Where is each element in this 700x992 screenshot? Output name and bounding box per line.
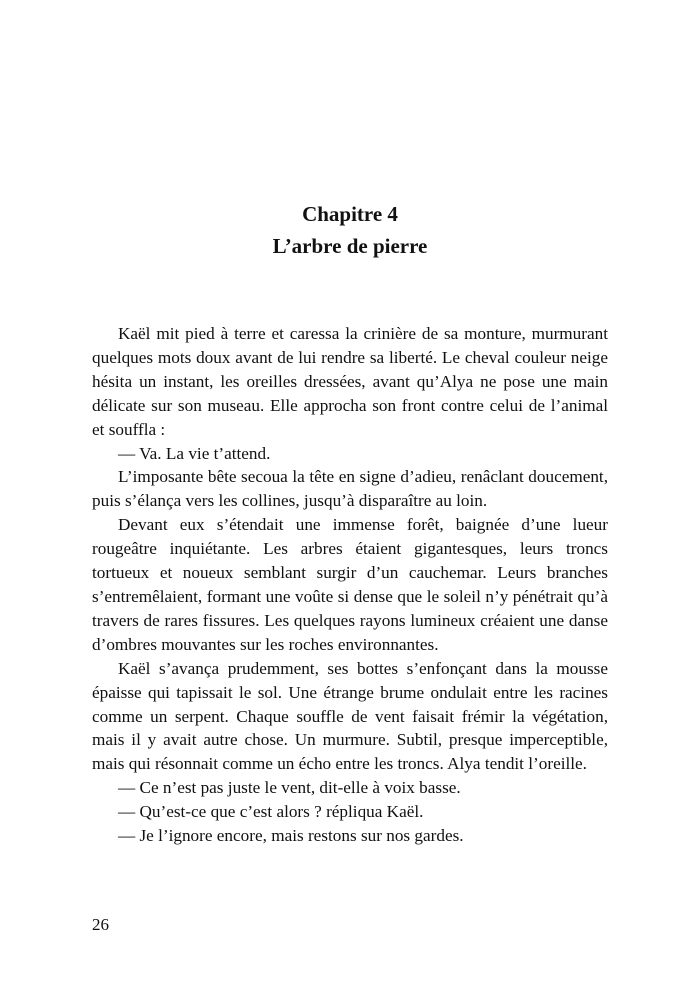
dialogue-line: — Ce n’est pas juste le vent, dit-elle à voix basse. [118,778,461,798]
paragraph: Devant eux s’étendait une immense forêt, baignée d’une lueur rougeâtre inquiétante. Les arbres étaient gigantesques, leurs troncs tortueux et noueux semblant surgir d’un cauchemar. Leurs branches s’entremêlaient, formant une voûte si dense que le soleil n’y pénétrait qu’à travers de rares fissures. Les quelques rayons lumineux créaient une danse d’ombres mouvantes sur les roches environnantes. [92,515,608,654]
dialogue-line: — Qu’est-ce que c’est alors ? répliqua Kaël. [118,802,424,822]
chapter-number: Chapitre 4 [302,202,398,226]
chapter-heading [0,198,700,262]
dialogue-line: — Va. La vie t’attend. [118,443,271,463]
paragraph: L’imposante bête secoua la tête en signe d’adieu, renâclant doucement, puis s’élança vers les collines, jusqu’à disparaître au loin. [92,467,608,511]
page-number: 26 [92,915,109,934]
paragraph: Kaël s’avança prudemment, ses bottes s’enfonçant dans la mousse épaisse qui tapissait le sol. Une étrange brume ondulait entre les racines comme un serpent. Chaque souffle de vent faisait frémir la végétation, mais il y avait autre chose. Un murmure. Subtil, presque imperceptible, mais qui résonnait comme un écho entre les troncs. Alya tendit l’oreille. [92,658,608,774]
paragraph: Kaël mit pied à terre et caressa la crinière de sa monture, murmurant quelques mots doux avant de lui rendre sa liberté. Le cheval couleur neige hésita un instant, les oreilles dressées, avant qu’Alya ne pose une main délicate sur son museau. Elle approcha son front contre celui de l’animal et souffla : [92,324,608,439]
chapter-title: L’arbre de pierre [272,234,428,258]
dialogue-line: — Je l’ignore encore, mais restons sur nos gardes. [118,826,464,846]
chapter-body [92,322,608,848]
